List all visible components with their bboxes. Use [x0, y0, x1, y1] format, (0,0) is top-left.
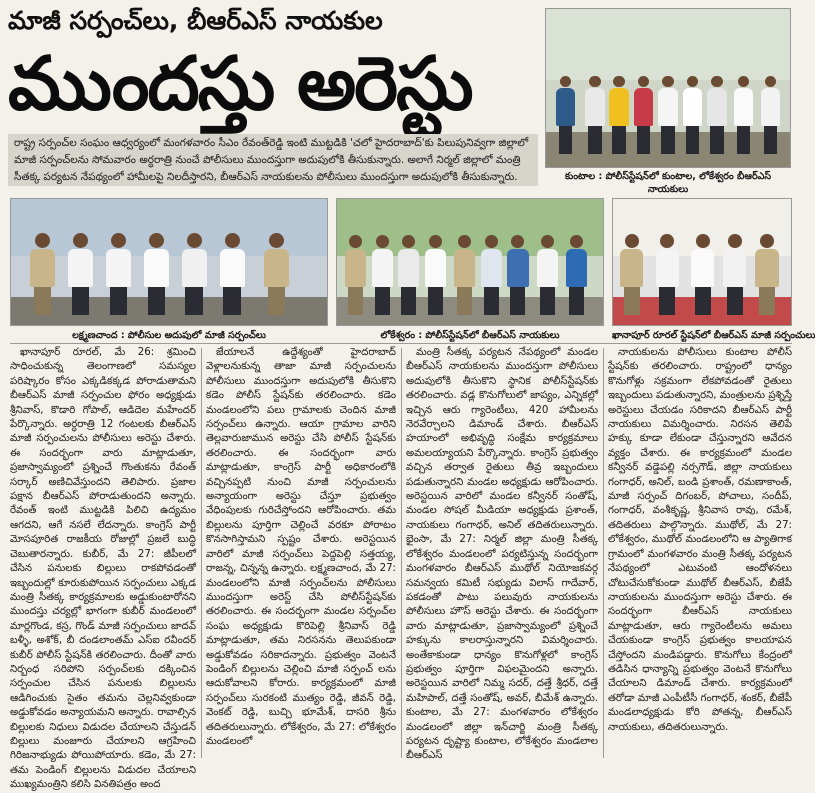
article-kicker: మాజీ సర్పంచ్‌లు, బీఆర్‌ఎస్‌ నాయకుల — [8, 6, 383, 35]
body-column-1 — [10, 346, 196, 791]
photo-caption-lokeshwaram: లోకేశ్వరం : పోలీస్‌స్టేషన్‌లో బీఆర్‌ఎస్‌ నాయకులు — [380, 330, 560, 341]
body-text-col3: మంత్రి సీతక్క పర్యటన నేపథ్యంలో మండల బీఆర్‌ఎస్‌ నాయకులను ముందస్తుగా పోలీసులు అదుపులోకి తీసుకొని స్థానిక పోలీస్‌స్టేషన్‌కు తరలించారు. వడ్ల కొనుగోలులో జాప్యం, ఎన్నికల్లో ఇచ్చిన ఆరు గ్యారెంటీలు, 420 హామీలను నెరవేర్చాలని డిమాండ్‌ చేశారు. బీఆర్‌ఎస్‌ హయాంలో అభివృద్ధి సంక్షేమ కార్యక్రమాలు అమలయ్యాయని పేర్కొన్నారు. కాంగ్రెస్‌ ప్రభుత్వం వచ్చిన తర్వాత రైతులు తీవ్ర ఇబ్బందులు పడుతున్నారని మండల అధ్యక్షుడు ఆరోపించారు. అరెస్టయిన వారిలో మండల కన్వీనర్‌ సంతోష్‌, మండల సోషల్‌ మీడియా అధ్యక్షుడు ప్రశాంత్‌, నాయకులు గంగాధర్‌, అనిల్‌ తదితరులున్నారు. భైంసా, మే 27: నిర్మల్‌ జిల్లా మంత్రి సీతక్క లోకేశ్వరం మండలంలో పర్యటిస్తున్న సందర్భంగా మంగళవారం బీఆర్‌ఎస్‌ ముథోల్‌ నియోజకవర్గ సమన్వయ కమిటీ సభ్యుడు విలాస్‌ గాదేవార్‌, పకడంతో పాటు పలువురు నాయకులను పోలీసులు హౌస్‌ అరెస్టు చేశారు. ఈ సందర్భంగా వారు మాట్లాడుతూ, ప్రజాస్వామ్యంలో ప్రశ్నించే హక్కును కాలరాస్తున్నారని విమర్శించారు. అంతేకాకుండా ధాన్యం కొనుగోళ్లలో కాంగ్రెస్‌ ప్రభుత్వం పూర్తిగా విఫలమైందని అన్నారు. అరెస్టయిన వారిలో నిమ్మ సదర్‌, దత్తే శ్రీధర్‌, దత్తే మహిపాల్‌, దత్తే సంతోష్‌, అవర్‌, బీమేశ్‌ ఉన్నారు. కుంటాల, మే 27: మంగళవారం లోకేశ్వరం మండలంలో జిల్లా ఇన్‌చార్జి మంత్రి సీతక్క పర్యటన దృష్ట్యా కుంటాల, లోకేశ్వరం మండలాల బీఆర్‌ఎస్‌ — [406, 347, 598, 762]
photo-caption-kuntala: కుంటాల : పోలీస్‌స్టేషన్‌లో కుంటాల, లోకేశ్వరం బీఆర్‌ఎస్‌ నాయకులు — [564, 171, 772, 195]
photo-kuntala-police-station — [545, 8, 791, 168]
column-rule — [603, 348, 604, 758]
section-divider — [10, 343, 792, 344]
photo-caption-laxmanchanda: లక్ష్మణచాంద : పోలీసుల అదుపులో మాజీ సర్పంచ్‌లు — [72, 330, 266, 341]
column-rule — [401, 348, 402, 758]
body-column-4 — [608, 346, 792, 760]
article-intro: రాష్ట్ర సర్పంచ్‌ల సంఘం ఆధ్వర్యంలో మంగళవారం సీఎం రేవంత్‌రెడ్డి ఇంటి ముట్టడికి 'చలో హైదరాబాద్‌'కు పిలుపునివ్వగా జిల్లాలో మాజీ సర్పంచ్‌లను సోమవారం అర్ధరాత్రి నుంచే పోలీసులు ముందస్తుగా అదుపులోకి తీసుకున్నారు. అలాగే నిర్మల్‌ జిల్లాలో మంత్రి సీతక్క పర్యటన నేపథ్యంలో హామీలపై నిలదీస్తారని, బీఆర్‌ఎస్‌ నాయకులను పోలీసులు ముందస్తుగా అదుపులోకి తీసుకున్నారు. — [8, 134, 538, 186]
body-text-col1: ఖానాపూర్‌ రూరల్‌, మే 26: శ్రమించి సాధించుకున్న తెలంగాణలో సమస్యల పరిష్కారం కోసం ఎక్కడికక్కడ పోరాడుతామని బీఆర్‌ఎస్‌ మాజీ సర్పంచుల ఫోరం అధ్యక్షుడు శ్రీనివాస్‌, కొడారి గోపాల్‌, ఆడిదెల మహేందర్‌ పేర్కొన్నారు. అర్ధరాత్రి 12 గంటలకు బీఆర్‌ఎస్‌ మాజీ సర్పంచులను పోలీసులు అరెస్టు చేశారు. ఈ సందర్భంగా వారు మాట్లాడుతూ, ప్రజాస్వామ్యంలో ప్రశ్నించే గొంతుకను రేవంత్‌ సర్కార్‌ అణిచివేస్తుందని తెలిపారు. ప్రజాల పక్షాన బీఆర్‌ఎస్‌ పోరాడుతుందని అన్నారు. రేవంత్‌ ఇంటి ముట్టడికి పిలిచి ఉద్యమం ఆగదని, ఆగే నసలే లేదన్నారు. కాంగ్రెస్‌ పార్టీ మోసపూరిత రాజకీయ రోజుల్లో ప్రజలే బుద్ధి చెబుతారన్నారు. కుబీర్‌, మే 27: జీపీలలో చేసిన పనులకు బిల్లులు రాకపోవడంతో ఇబ్బందుల్లో కూరుకుపోయిన సర్పంచులు ఎక్కడ మంత్రి సీతక్క కార్యక్రమాలకు అడ్డుకుంటారోనని ముందస్తు చర్యల్లో భాగంగా కుబీర్‌ మండలంలో మార్లగొండ, కస్ర, గొండ్‌ మాజీ సర్పంచులు జాదవ్‌ బళ్ళీ, అశోక్‌, బీ దండలాంతమ్‌ ఎస్‌ఐ రవీందర్‌ కుబీర్‌ పోలీస్‌ స్టేషన్‌కి తరలించారు. దీంతో వారు నిర్బంధ సరిపోని సర్పంచ్‌లకు దక్కించిన సర్పంచుల చేసిన పనులకు బిల్లులను ఆడిగించుకు సైతం తమను చెల్లనివ్వకుండా అడ్డుకోవడం అన్యాయమని అన్నారు. రావాల్సిన బిల్లులకు నిధులు విడుదల చేయాలని చేస్తుడన్‌ బిల్లులు మంజూరు చేయాలని ఆగ్రహించి గిరిజనాభ్యుడు పోయిపోయారు. కడెం, మే 27: తమ పెండింగ్‌ బిల్లులను విడుదల చేయాలని ముఖ్యమంత్రిని కలిసి వినతిపత్రం అంద — [10, 347, 196, 791]
column-rule — [201, 348, 202, 758]
body-text-col2: జేయాలనే ఉద్దేశ్యంతో హైదరాబాద్‌ వెళ్లాలనుకున్న తాజా మాజీ సర్పంచులను పోలీసులు ముందస్తుగా అదుపులోకి తీసుకొని కడెం పోలీస్‌ స్టేషన్‌కు తరలించారు. కడెం మండలంలోని పలు గ్రామాలకు చెందిన మాజీ సర్పంచ్‌లు ఉన్నారు. ఆయా గ్రామాల వారిని తెల్లవారుజామున అరెస్టు చేసి పోలీస్‌ స్టేషన్‌కు తరలించారు. ఈ సందర్భంగా వారు మాట్లాడుతూ, కాంగ్రెస్‌ పార్టీ అధికారంలోకి వచ్చినప్పటి నుంచి మాజీ సర్పంచులను అన్యాయంగా అరెస్టు చేస్తూ ప్రభుత్వం వేధింపులకు గురిచేస్తోందని ఆరోపించారు. తమ బిల్లులను పూర్తిగా చెల్లించే వరకూ పోరాటం కొనసాగిస్తామని స్పష్టం చేశారు. అరెస్టయిన వారిలో మాజీ సర్పంచ్‌లు పెద్దపెల్లి సత్తయ్య, రాజన్న, చిన్నన్న ఉన్నారు. లక్ష్మణచాంద, మే 27: మండలంలోని మాజీ సర్పంచ్‌లను పోలీసులు ముందస్తుగా అరెస్ట్‌ చేసి పోలీస్‌స్టేషన్‌కు తరలించారు. ఈ సందర్భంగా మండల సర్పంచ్‌ల సంఘ అధ్యక్షుడు కొరిపెల్లి శ్రీనివాస్‌ రెడ్డి మాట్లాడుతూ, తమ నిరసనను తెలుపకుండా అడ్డుకోవడం సరికాదన్నారు. ప్రభుత్వం వెంటనే పెండింగ్‌ బిల్లులను చెల్లించి మాజీ సర్పంచ్‌ లను ఆదుకోవాలని కోరారు. కార్యక్రమంలో మాజీ సర్పంచ్‌లు సురకంటి ముత్యం రెడ్డి, జీవన్‌ రెడ్డి, వెంకట్‌ రెడ్డి, బుచ్చి భూమేశ్‌, దాసరి శ్రీను తదితరులున్నారు. లోకేశ్వరం, మే 27: లోకేశ్వరం మండలంలో — [206, 347, 396, 747]
body-text-col4: నాయకులను పోలీసులు కుంటాల పోలీస్‌ స్టేషన్‌కు తరలించారు. రాష్ట్రంలో ధాన్యం కొనుగోళ్లు సక్రమంగా లేకపోవడంతో రైతులు ఇబ్బందులు పడుతున్నారని, మంత్రులను ప్రశ్నిస్తే అరెస్టులు చేయడం సరికాదని బీఆర్‌ఎస్‌ పార్టీ నాయకులు విమర్శించారు. నిరసన తెలిపే హక్కు కూడా లేకుండా చేస్తున్నారని ఆవేదన వ్యక్తం చేశారు. ఈ కార్యక్రమంలో మండల కన్వీనర్‌ వడ్డెపల్లి నర్సగౌడ్‌, జిల్లా నాయకులు గంగాధర్‌, అనిల్‌, బండి ప్రశాంత్‌, రమణాకాంత్‌, మాజీ సర్పంచ్‌ దిగంబర్‌, పోచాలు, సందీప్‌, గంగాధర్‌, వంశీకృష్ణ, శ్రీనివాస రావు, రమేశ్‌, తదితరులు పాల్గొన్నారు. ముథోల్‌, మే 27: లోకేశ్వరం, ముథోల్‌ మండలంలోని ఆ ప్యాతిగాక గ్రామంలో మంగళవారం మంత్రి సీతక్క పర్యటన నేపథ్యంలో ఎటువంటి ఆందోళనలు చోటుచేసుకోకుండా ముథోల్‌ బీఆర్‌ఎస్‌, బీజేపీ నాయకులను ముందస్తుగా అరెస్టు చేశారు. ఈ సందర్భంగా బీఆర్‌ఎస్‌ నాయకులు మాట్లాడుతూ, ఆరు గ్యారెంటీలను అమలు చేయకుండా కాంగ్రెస్‌ ప్రభుత్వం కాలయాపన చేస్తోందని మండిపడ్డారు. కొనుగోలు కేంద్రంలో తడిసిన ధాన్యాన్ని ప్రభుత్వం వెంటనే కొనుగోలు చేయాలని డిమాండ్‌ చేశారు. కార్యక్రమంలో తరోడా మాజీ ఎంపీటీసీ గంగాధర్‌, శంకర్‌, బీజేపీ మండలాధ్యక్షుడు కోరి పోతన్న, బీఆర్‌ఎస్‌ నాయకులు, తదితరులున్నారు. — [608, 347, 792, 733]
article-headline: ముందస్తు అరెస్టు — [8, 41, 472, 127]
photo-lokeshwaram-police — [336, 198, 604, 326]
body-column-2 — [206, 346, 396, 760]
photo-laxmanchanda-police — [10, 198, 328, 326]
body-column-3 — [406, 346, 598, 760]
photo-khanapur-rural-station — [612, 198, 792, 326]
photo-caption-khanapur: ఖానాపూర్‌ రూరల్‌ స్టేషన్‌లో బీఆర్‌ఎస్‌ మాజీ సర్పంచులు — [612, 330, 815, 341]
